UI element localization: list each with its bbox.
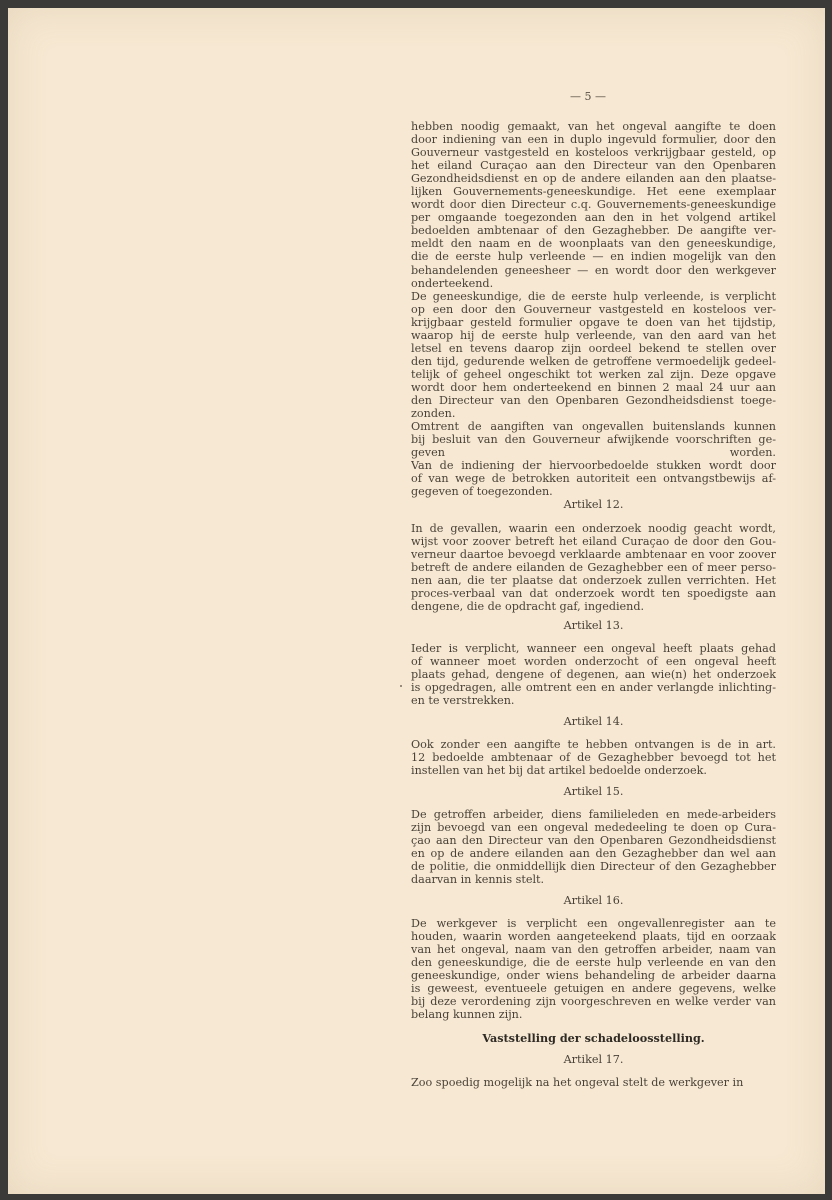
text-line: geneeskundige, onder wiens behandeling de arbeider daarna — [411, 969, 776, 983]
text-line: In de gevallen, waarin een onderzoek noodig geacht wordt, — [411, 522, 776, 535]
text-line: van het ongeval, naam van den getroffen arbeider, naam van — [411, 943, 776, 957]
text-line: telijk of geheel ongeschikt tot werken zal zijn. Deze opgave — [411, 367, 776, 381]
text-line: 12 bedoelde ambtenaar of de Gezaghebber bevoegd tot het — [411, 751, 776, 765]
text-line: den Directeur van den Openbaren Gezondheidsdienst toege- — [411, 393, 776, 407]
text-line: bedoelden ambtenaar of den Gezaghebber. De aangifte ver- — [411, 224, 776, 238]
text-line: Omtrent de aangiften van ongevallen buitenslands kunnen — [411, 420, 776, 434]
artikel-13-heading: Artikel 13. — [563, 619, 624, 632]
text-line: Van de indiening der hiervoorbedoelde stukken wordt door — [411, 459, 776, 473]
text-line: is opgedragen, alle omtrent een en ander verlangde inlichting- — [411, 681, 776, 695]
text-line: door indiening van een in duplo ingevuld formulier, door den — [411, 133, 776, 147]
text-line: letsel en tevens daarop zijn oordeel bekend te stellen over — [411, 341, 776, 355]
text-line: geven worden. — [411, 446, 776, 460]
text-line: krijgbaar gesteld formulier opgave te doen van het tijdstip, — [411, 315, 776, 329]
text-line: dengene, die de opdracht gaf, ingediend. — [411, 600, 645, 614]
margin-mark — [400, 685, 402, 687]
text-line: en op de andere eilanden aan den Gezaghebber dan wel aan — [411, 847, 776, 861]
text-line: nen aan, die ter plaatse dat onderzoek zullen verrichten. Het — [411, 574, 776, 588]
text-line: De werkgever is verplicht een ongevallenregister aan te — [411, 917, 776, 930]
text-line: wordt door dien Directeur c.q. Gouvernements-geneeskundige — [411, 198, 776, 212]
intro — [411, 120, 776, 498]
text-line: de politie, die onmiddellijk dien Directeur of den Gezaghebber — [411, 860, 776, 874]
text-line: bij deze verordening zijn voorgeschreven en welke verder van — [411, 995, 776, 1009]
text-line: instellen van het bij dat artikel bedoelde onderzoek. — [411, 764, 707, 778]
text-line: Ook zonder een aangifte te hebben ontvangen is de in art. — [411, 738, 776, 751]
text-line: wordt door hem onderteekend en binnen 2 maal 24 uur aan — [411, 380, 776, 394]
artikel-15-text — [411, 808, 776, 886]
text-line: zijn bevoegd van een ongeval mededeeling te doen op Cura- — [411, 821, 776, 835]
text-line: den geneeskundige, die de eerste hulp verleende en van den — [411, 956, 776, 970]
text-line: daarvan in kennis stelt. — [411, 873, 545, 887]
artikel-13-text — [411, 642, 776, 707]
document-page — [8, 8, 825, 1194]
text-line: Gezondheidsdienst en op de andere eilanden aan den plaatse- — [411, 172, 776, 186]
text-line: çao aan den Directeur van den Openbaren Gezondheidsdienst — [411, 834, 776, 848]
artikel-12-text — [411, 522, 776, 613]
text-line: meldt den naam en de woonplaats van den geneeskundige, — [411, 237, 776, 251]
text-line: en te verstrekken. — [411, 694, 515, 708]
text-line: bij besluit van den Gouverneur afwijkende voorschriften ge- — [411, 433, 776, 447]
text-line: of van wege de betrokken autoriteit een ontvangstbewijs af- — [411, 472, 776, 486]
text-line: per omgaande toegezonden aan den in het volgend artikel — [411, 211, 776, 225]
artikel-17-heading: Artikel 17. — [563, 1053, 624, 1066]
page-number: — 5 — — [570, 90, 606, 103]
artikel-14-text — [411, 738, 776, 777]
text-line: hebben noodig gemaakt, van het ongeval aangifte te doen — [411, 120, 776, 133]
section-heading: Vaststelling der schadeloosstelling. — [482, 1031, 705, 1045]
text-line: Gouverneur vastgesteld en kosteloos verkrijgbaar gesteld, op — [411, 146, 776, 160]
artikel-12-heading: Artikel 12. — [563, 498, 624, 511]
text-line: proces-verbaal van dat onderzoek wordt ten spoedigste aan — [411, 587, 776, 601]
artikel-16-heading: Artikel 16. — [563, 894, 624, 907]
text-line: houden, waarin worden aangeteekend plaats, tijd en oorzaak — [411, 930, 776, 944]
text-line: Ieder is verplicht, wanneer een ongeval heeft plaats gehad — [411, 642, 776, 655]
text-line: onderteekend. — [411, 276, 494, 290]
text-line: is geweest, eventueele getuigen en andere gegevens, welke — [411, 982, 776, 996]
text-line: verneur daartoe bevoegd verklaarde ambtenaar en voor zoover — [411, 548, 776, 562]
artikel-14-heading: Artikel 14. — [563, 715, 624, 728]
text-line: het eiland Curaçao aan den Directeur van den Openbaren — [411, 159, 776, 173]
text-line: gegeven of toegezonden. — [411, 485, 553, 499]
text-line: behandelenden geneesheer — en wordt door den werkgever — [411, 263, 776, 277]
text-line: plaats gehad, dengene of degenen, aan wie(n) het onderzoek — [411, 668, 776, 682]
text-line: den tijd, gedurende welken de getroffene vermoedelijk gedeel- — [411, 354, 776, 368]
text-line: die de eerste hulp verleende — en indien mogelijk van den — [411, 250, 776, 264]
text-line: wijst voor zoover betreft het eiland Curaçao de door den Gou- — [411, 535, 776, 549]
text-line: zonden. — [411, 407, 456, 421]
text-line: Zoo spoedig mogelijk na het ongeval stelt de werkgever in — [411, 1076, 744, 1089]
text-line: lijken Gouvernements-geneeskundige. Het eene exemplaar — [411, 185, 776, 199]
artikel-15-heading: Artikel 15. — [563, 785, 624, 798]
artikel-17-text — [411, 1076, 776, 1089]
artikel-16-text — [411, 917, 776, 1021]
text-line: belang kunnen zijn. — [411, 1008, 523, 1022]
text-line: De getroffen arbeider, diens familieleden en mede-arbeiders — [411, 808, 776, 821]
text-line: De geneeskundige, die de eerste hulp verleende, is verplicht — [411, 289, 776, 303]
text-line: waarop hij de eerste hulp verleende, van den aard van het — [411, 328, 776, 342]
text-line: op een door den Gouverneur vastgesteld en kosteloos ver- — [411, 302, 776, 316]
text-line: of wanneer moet worden onderzocht of een ongeval heeft — [411, 655, 776, 669]
text-line: betreft de andere eilanden de Gezaghebber een of meer perso- — [411, 561, 776, 575]
